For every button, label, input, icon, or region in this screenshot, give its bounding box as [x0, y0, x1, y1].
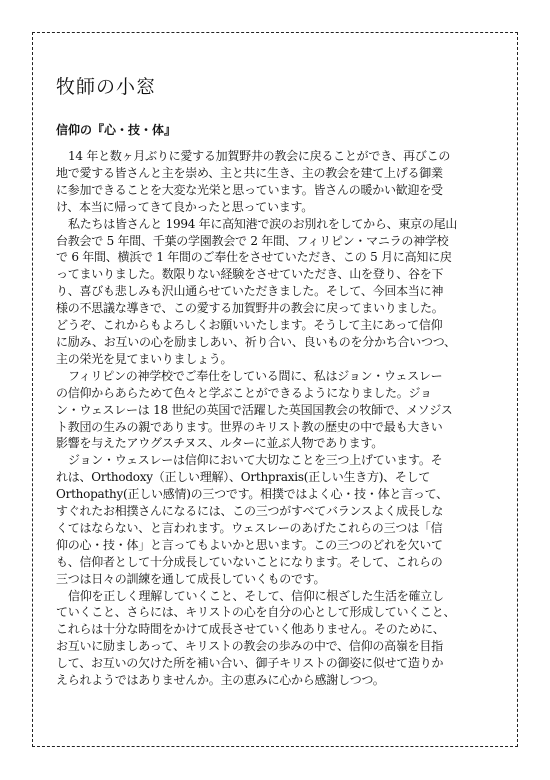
text-line: れは、Orthodoxy（正しい理解）、Orthpraxis(正しい生き方)、そして	[56, 470, 431, 485]
paragraph	[56, 216, 496, 368]
text-line: 台教会で 5 年間、千葉の学園教会で 2 年間、フィリピン・マニラの神学校	[56, 233, 449, 248]
text-line: して、お互いの欠けた所を補い合い、御子キリストの御姿に似せて造りか	[56, 656, 444, 671]
text-line: 三つは日々の訓練を通して成長していくものです。	[56, 571, 326, 586]
text-line: 14 年と数ヶ月ぶりに愛する加賀野井の教会に戻ることができ、再びこの	[68, 149, 451, 163]
text-line: ていくこと、さらには、キリストの心を自分の心として形成していくこと、	[56, 605, 456, 620]
paragraph	[56, 148, 496, 216]
text-line: も、信仰者として十分成長していないことになります。そして、これらの	[56, 554, 443, 569]
text-line: すぐれたお相撲さんになるには、この三つがすべてバランスよく成長しな	[56, 504, 444, 519]
paragraph	[56, 452, 496, 587]
paragraph	[56, 368, 496, 453]
text-line: ト教団の生みの親であります。世界のキリスト教の歴史の中で最も大きい	[56, 419, 443, 434]
text-line: り、喜びも悲しみも沢山通らせていただきました。そして、今回本当に神	[56, 284, 444, 299]
text-line: 信仰を正しく理解していくこと、そして、信仰に根ざした生活を確立し	[68, 588, 444, 603]
text-line: ってまいりました。数限りない経験をさせていただき、山を登り、谷を下	[56, 267, 444, 282]
page-title: 牧師の小窓	[56, 76, 157, 98]
text-line: ン・ウェスレーは 18 世紀の英国で活躍した英国国教会の牧師で、メソジス	[56, 402, 453, 417]
text-line: どうぞ、これからもよろしくお願いいたします。そうして主にあって信仰	[56, 318, 443, 333]
text-line: これらは十分な時間をかけて成長させていく他ありません。そのために、	[56, 622, 445, 637]
text-line: Orthopathy(正しい感情)の三つです。相撲ではよく心・技・体と言って、	[56, 487, 448, 502]
text-line: えられようではありませんか。主の恵みに心から感謝しつつ。	[56, 673, 385, 688]
text-line: 影響を与えたアウグスチヌス、ルターに並ぶ人物であります。	[56, 436, 383, 451]
paragraph	[56, 588, 496, 689]
text-line: くてはならない、と言われます。ウェスレーのあげたこれらの三つは「信	[56, 520, 443, 535]
text-line: フィリピンの神学校でご奉仕をしている間に、私はジョン・ウェスレー	[68, 368, 443, 383]
text-line: 様の不思議な導きで、この愛する加賀野井の教会に戻ってまいりました。	[56, 301, 444, 316]
text-line: 私たちは皆さんと 1994 年に高知港で涙のお別れをしてから、東京の尾山	[68, 216, 458, 231]
text-line: 主の栄光を見てまいりましょう。	[56, 351, 233, 366]
text-line: で 6 年間、横浜で 1 年間のご奉仕をさせていただき、この 5 月に高知に戻	[56, 250, 452, 265]
text-line: け、本当に帰ってきて良かったと思っています。	[56, 199, 314, 214]
text-line: 地で愛する皆さんと主を崇め、主と共に生き、主の教会を建て上げる御業	[56, 165, 443, 180]
text-line: の信仰からあらためて色々と学ぶことができるようになりました。ジョ	[56, 385, 432, 400]
text-line: に励み、お互いの心を励ましあい、祈り合い、良いものを分かち合いつつ、	[56, 334, 456, 349]
text-line: ジョン・ウェスレーは信仰において大切なことを三つ上げています。そ	[68, 453, 443, 468]
text-line: お互いに励ましあって、キリストの教会の歩みの中で、信仰の高嶺を目指	[56, 639, 443, 654]
article-subtitle: 信仰の『心・技・体』	[56, 123, 177, 137]
article-body	[56, 148, 496, 689]
text-line: に参加できることを大変な光栄と思っています。皆さんの暖かい歓迎を受	[56, 182, 443, 197]
text-line: 仰の心・技・体」と言ってもよいかと思います。この三つのどれを欠いて	[56, 537, 443, 552]
